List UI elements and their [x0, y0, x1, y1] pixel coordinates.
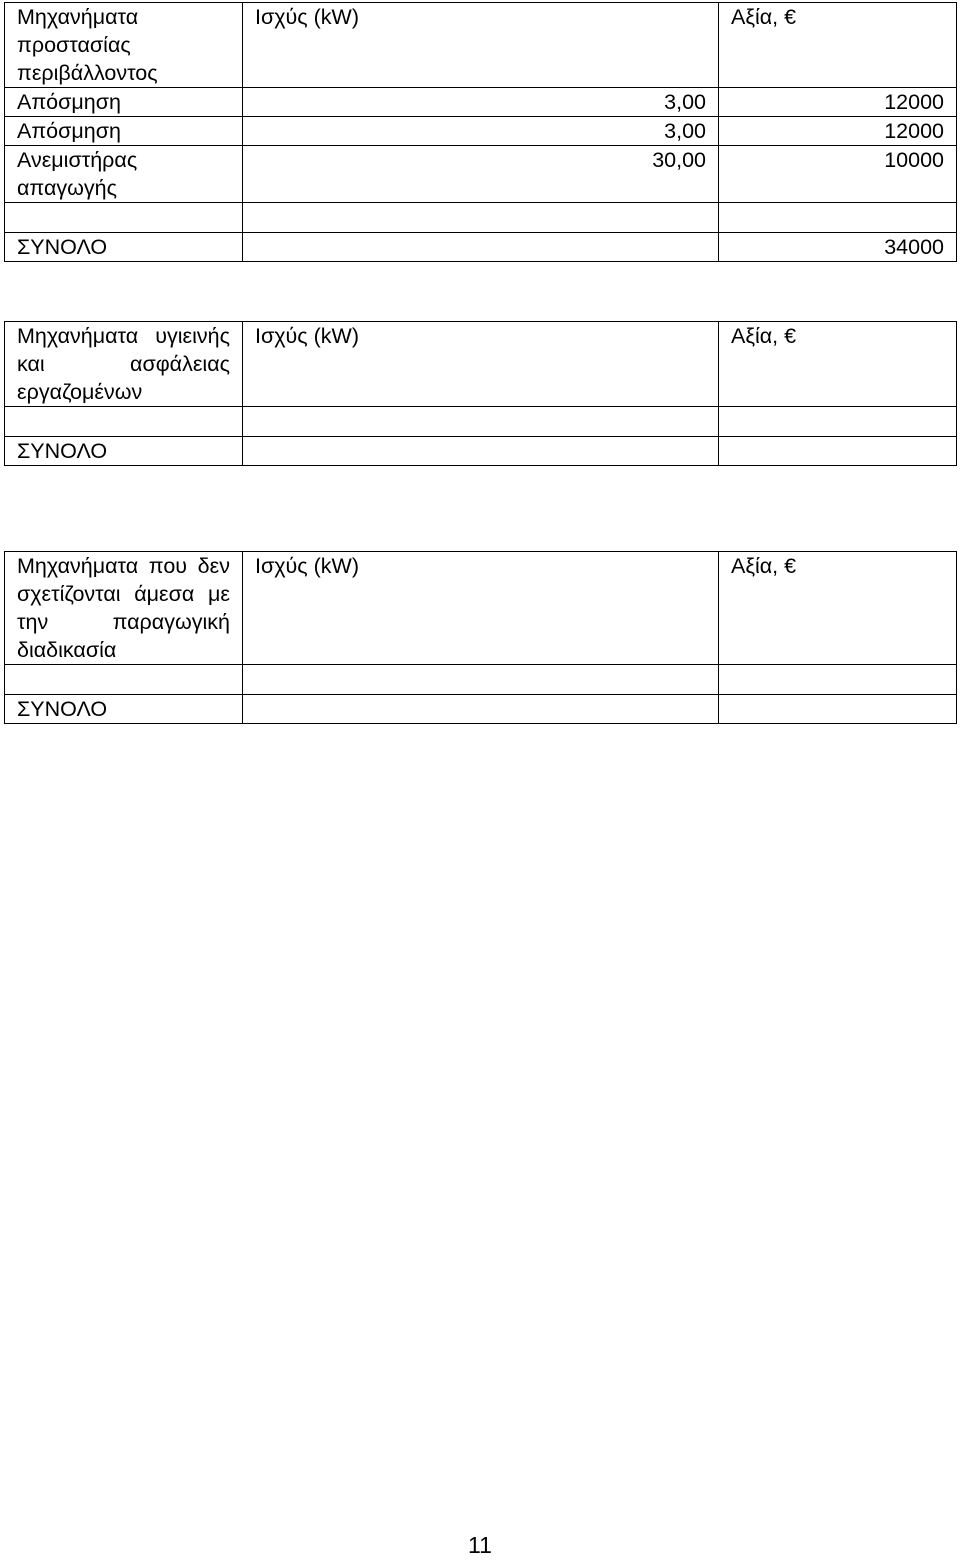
empty-row	[5, 665, 957, 695]
empty-row	[5, 203, 957, 233]
total-label: ΣΥΝΟΛΟ	[5, 437, 243, 466]
empty-row	[5, 407, 957, 437]
empty-cell	[243, 203, 719, 233]
machine-value: 12000	[719, 117, 957, 146]
machine-name: Ανεμιστήρας απαγωγής	[5, 146, 243, 203]
machine-value: 10000	[719, 146, 957, 203]
empty-cell	[243, 665, 719, 695]
machine-power: 3,00	[243, 117, 719, 146]
machine-power: 30,00	[243, 146, 719, 203]
table-header-row	[5, 322, 957, 407]
total-value: 34000	[719, 233, 957, 262]
table-row	[5, 146, 957, 203]
machine-name: Απόσμηση	[5, 117, 243, 146]
total-row	[5, 233, 957, 262]
total-value	[719, 437, 957, 466]
machine-power: 3,00	[243, 88, 719, 117]
machine-name: Απόσμηση	[5, 88, 243, 117]
total-label: ΣΥΝΟΛΟ	[5, 233, 243, 262]
category-header: Μηχανήματα που δεν σχετίζονται άμεσα με την παραγωγική διαδικασία	[5, 552, 243, 665]
non-production-machinery-table	[4, 551, 957, 724]
page-number: 11	[468, 1532, 492, 1558]
empty-cell	[5, 407, 243, 437]
empty-cell	[719, 407, 957, 437]
total-label: ΣΥΝΟΛΟ	[5, 695, 243, 724]
empty-cell	[5, 665, 243, 695]
category-header: Μηχανήματα προστασίας περιβάλλοντος	[5, 3, 243, 88]
value-header: Αξία, €	[719, 552, 957, 665]
power-header: Ισχύς (kW)	[243, 3, 719, 88]
empty-cell	[5, 203, 243, 233]
power-header: Ισχύς (kW)	[243, 322, 719, 407]
total-power-cell	[243, 695, 719, 724]
value-header: Αξία, €	[719, 3, 957, 88]
empty-cell	[719, 665, 957, 695]
table-row	[5, 117, 957, 146]
empty-cell	[719, 203, 957, 233]
category-header: Μηχανήματα υγιεινής και ασφάλειας εργαζομένων	[5, 322, 243, 407]
table-header-row	[5, 3, 957, 88]
total-power-cell	[243, 437, 719, 466]
power-header: Ισχύς (kW)	[243, 552, 719, 665]
empty-cell	[243, 407, 719, 437]
total-row	[5, 695, 957, 724]
environmental-machinery-table	[4, 2, 957, 262]
table-header-row	[5, 552, 957, 665]
value-header: Αξία, €	[719, 322, 957, 407]
total-row	[5, 437, 957, 466]
table-row	[5, 88, 957, 117]
total-power-cell	[243, 233, 719, 262]
total-value	[719, 695, 957, 724]
safety-machinery-table	[4, 321, 957, 466]
machine-value: 12000	[719, 88, 957, 117]
